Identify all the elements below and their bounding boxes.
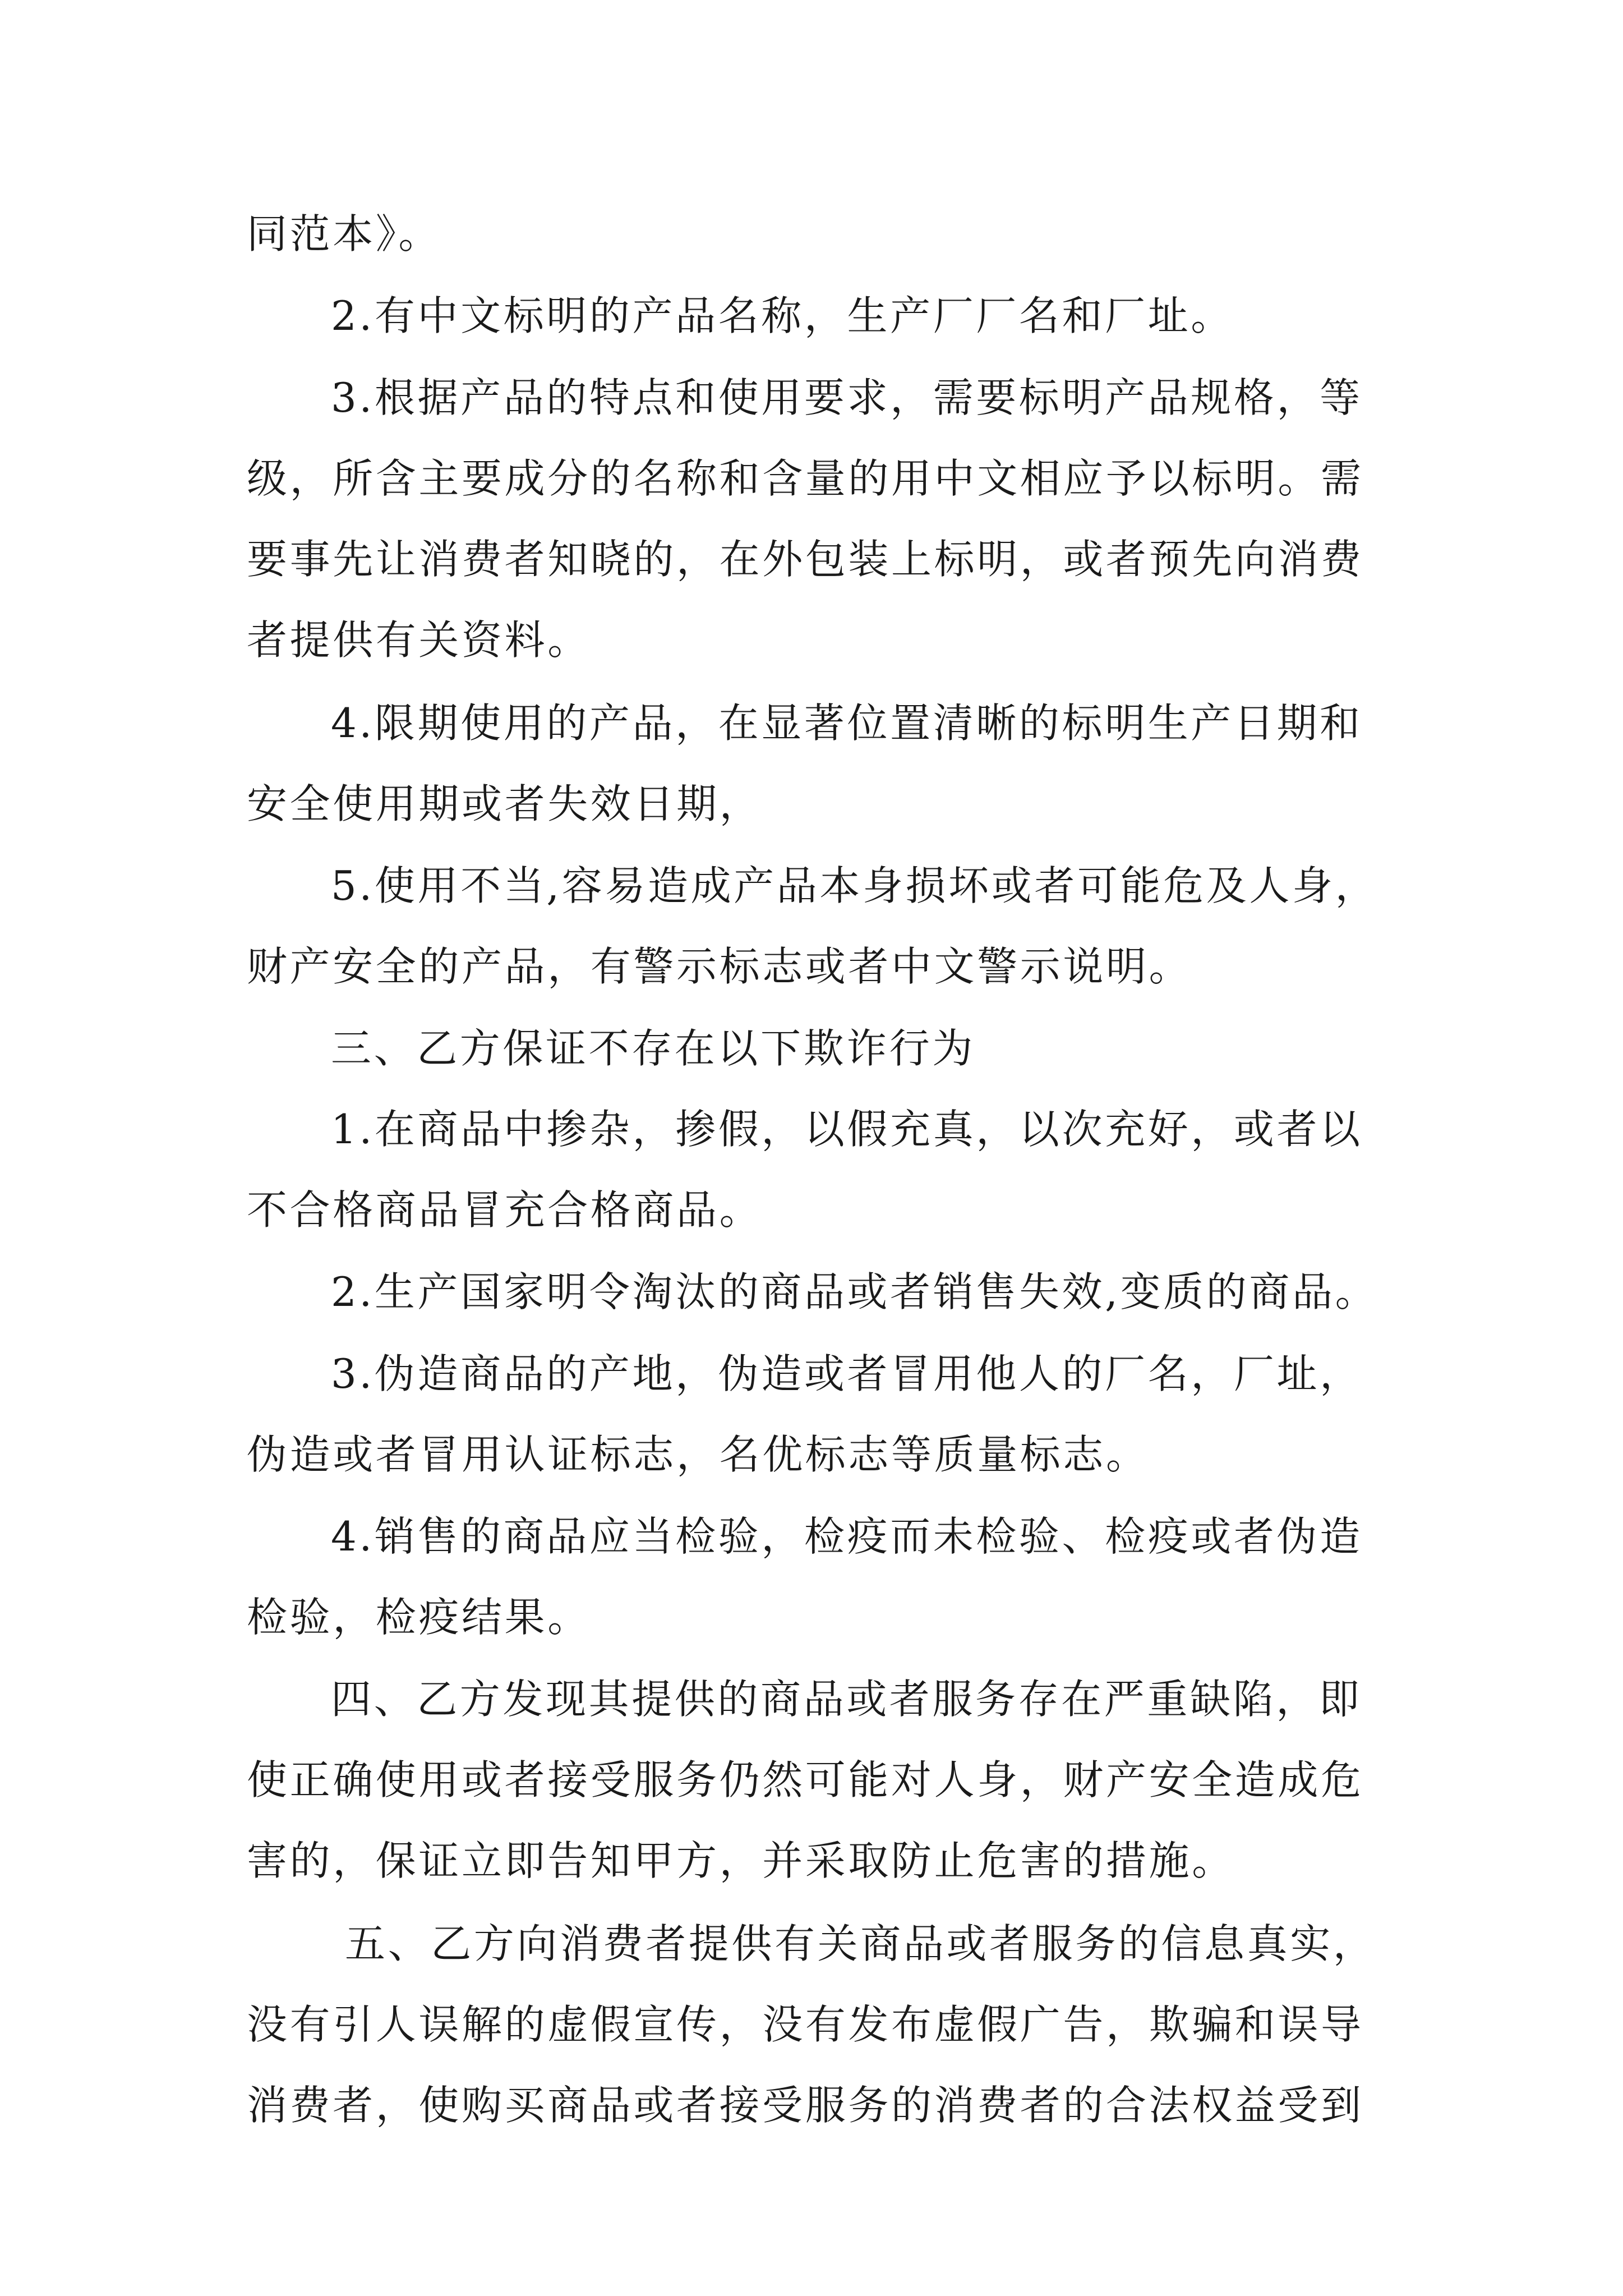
text-line: 1.在商品中掺杂，掺假，以假充真，以次充好，或者以	[331, 1106, 1363, 1153]
text-line: 3.伪造商品的产地，伪造或者冒用他人的厂名，厂址，	[331, 1350, 1363, 1397]
section-heading: 五、乙方向消费者提供有关商品或者服务的信息真实，	[345, 1920, 1376, 1967]
text-line: 2.生产国家明令淘汰的商品或者销售失效,变质的商品。	[331, 1268, 1378, 1315]
text-line: 安全使用期或者失效日期，	[247, 780, 763, 827]
text-line: 消费者，使购买商品或者接受服务的消费者的合法权益受到	[247, 2082, 1364, 2129]
section-heading: 四、乙方发现其提供的商品或者服务存在严重缺陷，即	[331, 1676, 1362, 1723]
text-line: 4.销售的商品应当检验，检疫而未检验、检疫或者伪造	[331, 1513, 1363, 1560]
text-line: 级，所含主要成分的名称和含量的用中文相应予以标明。需	[247, 455, 1364, 502]
text-line: 没有引人误解的虚假宣传，没有发布虚假广告，欺骗和误导	[247, 2001, 1364, 2048]
text-line: 使正确使用或者接受服务仍然可能对人身，财产安全造成危	[247, 1756, 1364, 1803]
text-line: 5.使用不当,容易造成产品本身损坏或者可能危及人身，	[331, 862, 1378, 909]
text-line: 检验，检疫结果。	[247, 1594, 591, 1641]
text-line: 4.限期使用的产品，在显著位置清晰的标明生产日期和	[331, 700, 1363, 747]
section-heading: 三、乙方保证不存在以下欺诈行为	[331, 1025, 976, 1072]
text-line: 不合格商品冒充合格商品。	[247, 1186, 763, 1234]
text-line: 伪造或者冒用认证标志，名优标志等质量标志。	[247, 1431, 1149, 1478]
text-line: 要事先让消费者知晓的，在外包装上标明，或者预先向消费	[247, 536, 1364, 583]
text-line: 同范本》。	[247, 210, 442, 257]
text-line: 财产安全的产品，有警示标志或者中文警示说明。	[247, 943, 1192, 990]
text-line: 2.有中文标明的产品名称，生产厂厂名和厂址。	[331, 292, 1234, 339]
text-line: 者提供有关资料。	[247, 616, 591, 664]
text-line: 3.根据产品的特点和使用要求，需要标明产品规格，等	[331, 374, 1363, 421]
text-line: 害的，保证立即告知甲方，并采取防止危害的措施。	[247, 1837, 1235, 1884]
